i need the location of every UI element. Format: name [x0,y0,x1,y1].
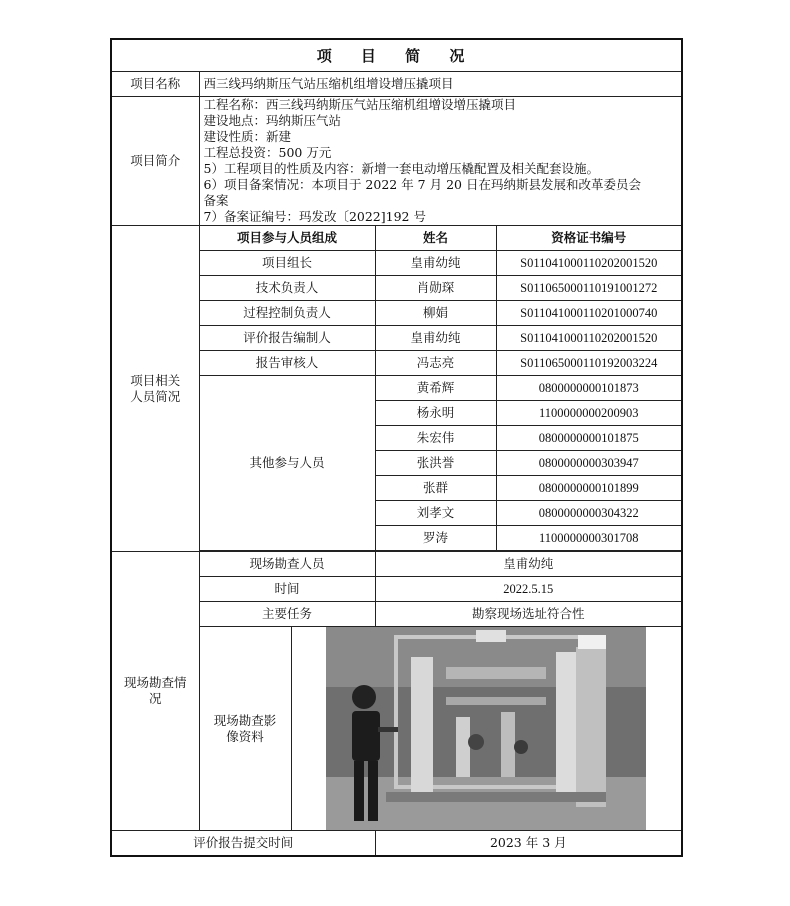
staff-name: 皇甫幼纯 [375,326,496,351]
intro-line: 7）备案证编号：玛发改〔2022]192 号 [203,209,426,224]
staff-name: 肖勋琛 [375,276,496,301]
staff-cert: S011065000110191001272 [496,276,682,301]
project-overview-table [110,38,683,857]
staff-label-line: 项目相关 [130,372,181,388]
others-label: 其他参与人员 [199,376,375,551]
staff-role: 过程控制负责人 [199,301,375,326]
staff-cert: S011041000110201000740 [496,301,682,326]
other-cert: 0800000000101873 [496,376,682,401]
intro-line: 备案 [203,193,229,208]
survey-row-value: 皇甫幼纯 [375,552,682,577]
survey-photo-cell [291,627,682,831]
survey-row-label: 现场勘查人员 [199,552,375,577]
staff-role: 报告审核人 [199,351,375,376]
project-name-value: 西三线玛纳斯压气站压缩机组增设增压撬项目 [199,72,682,97]
survey-row-label: 主要任务 [199,602,375,627]
intro-label: 项目简介 [111,97,199,226]
other-cert: 0800000000303947 [496,451,682,476]
staff-name: 柳娟 [375,301,496,326]
survey-photo-label: 现场勘查影像资料 [199,627,291,831]
intro-content [199,97,682,226]
survey-section-label: 现场勘查情况 [111,552,199,831]
project-name-label: 项目名称 [111,72,199,97]
staff-label-line: 人员简况 [130,388,181,404]
staff-section-label [111,226,199,552]
staff-cert: S011065000110192003224 [496,351,682,376]
staff-header-role: 项目参与人员组成 [199,226,375,251]
intro-line: 6）项目备案情况：本项目于 2022 年 7 月 20 日在玛纳斯县发展和改革委员会 [203,177,641,192]
table-title: 项 目 简 况 [111,39,682,72]
other-cert: 0800000000101875 [496,426,682,451]
site-survey-photo [326,627,646,830]
other-name: 张洪誉 [375,451,496,476]
other-cert: 1100000000301708 [496,526,682,551]
other-name: 刘孝文 [375,501,496,526]
submit-time-label: 评价报告提交时间 [111,831,375,857]
staff-role: 评价报告编制人 [199,326,375,351]
staff-role: 技术负责人 [199,276,375,301]
submit-time-value: 2023 年 3 月 [375,831,682,857]
intro-line: 工程总投资：500 万元 [203,145,332,160]
intro-line: 建设性质：新建 [203,129,292,144]
other-cert: 0800000000101899 [496,476,682,501]
intro-line: 工程名称：西三线玛纳斯压气站压缩机组增设增压撬项目 [203,97,517,112]
staff-name: 皇甫幼纯 [375,251,496,276]
staff-cert: S011041000110202001520 [496,251,682,276]
other-name: 朱宏伟 [375,426,496,451]
other-name: 黄希辉 [375,376,496,401]
survey-row-value: 2022.5.15 [375,577,682,602]
other-name: 张群 [375,476,496,501]
other-cert: 0800000000304322 [496,501,682,526]
other-name: 杨永明 [375,401,496,426]
intro-line: 5）工程项目的性质及内容：新增一套电动增压橇配置及相关配套设施。 [203,161,599,176]
other-name: 罗涛 [375,526,496,551]
survey-row-label: 时间 [199,577,375,602]
staff-role: 项目组长 [199,251,375,276]
staff-name: 冯志亮 [375,351,496,376]
staff-header-name: 姓名 [375,226,496,251]
staff-header-cert: 资格证书编号 [496,226,682,251]
staff-cert: S011041000110202001520 [496,326,682,351]
survey-row-value: 勘察现场选址符合性 [375,602,682,627]
intro-line: 建设地点：玛纳斯压气站 [203,113,342,128]
other-cert: 1100000000200903 [496,401,682,426]
